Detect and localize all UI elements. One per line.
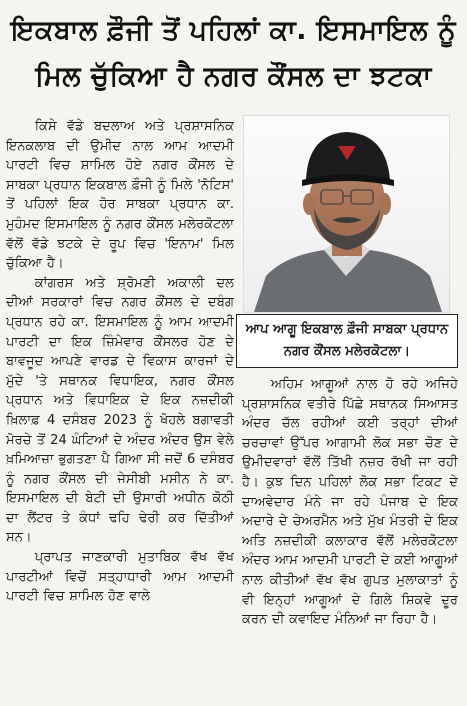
- headline-line-2: ਮਿਲ ਚੁੱਕਿਆ ਹੈ ਨਗਰ ਕੌਂਸਲ ਦਾ ਝਟਕਾ: [35, 61, 432, 92]
- portrait-photo: [243, 115, 450, 313]
- ear-right: [379, 193, 391, 215]
- article-paragraph: ਕਾਂਗਰਸ ਅਤੇ ਸ਼੍ਰੋਮਣੀ ਅਕਾਲੀ ਦਲ ਦੀਆਂ ਸਰਕਾਰਾਂ ਵਿਚ ਨਗਰ ਕੌਂਸਲ ਦੇ ਦਬੰਗ ਪ੍ਰਧਾਨ ਰਹੇ ਕਾ. ਇਸਮਾਇਲ ਨੂੰ ਆਮ ਆਦਮੀ ਪਾਰਟੀ ਦਾ ਇਕ ਜ਼ਿੰਮੇਵਾਰ ਕੌਂਸਲਰ ਹੋਣ ਦੇ ਬਾਵਜੂਦ ਆਪਣੇ ਵਾਰਡ ਦੇ ਵਿਕਾਸ ਕਾਰਜਾਂ ਦੇ ਮੁੱਦੇ 'ਤੇ ਸਥਾਨਕ ਵਿਧਾਇਕ, ਨਗਰ ਕੌਂਸਲ ਪ੍ਰਧਾਨ ਅਤੇ ਵਿਧਾਇਕ ਦੇ ਇਕ ਨਜ਼ਦੀਕੀ ਖ਼ਿਲਾਫ਼ 4 ਦਸੰਬਰ 2023 ਨੂੰ ਖੋਹਲੇ ਬਗਾਵਤੀ ਮੋਰਚੇ ਤੋਂ 24 ਘੰਟਿਆਂ ਦੇ ਅੰਦਰ ਅੰਦਰ ਉਸ ਵੇਲੇ ਖ਼ਮਿਆਜ਼ਾ ਭੁਗਤਣਾ ਪੈ ਗਿਆ ਸੀ ਜਦੋਂ 6 ਦਸੰਬਰ ਨੂੰ ਨਗਰ ਕੌਂਸਲ ਦੀ ਜੇਸੀਬੀ ਮਸੀਨ ਨੇ ਕਾ. ਇਸਮਾਇਲ ਦੀ ਬੇਟੀ ਦੀ ਉਸਾਰੀ ਅਧੀਨ ਕੋਠੀ ਦਾ ਲੈਂਟਰ ਤੇ ਕੰਧਾਂ ਢਹਿ ਢੇਰੀ ਕਰ ਦਿੱਤੀਆਂ ਸਨ।: [6, 275, 234, 546]
- article-paragraph: ਕਿਸੇ ਵੱਡੇ ਬਦਲਾਅ ਅਤੇ ਪ੍ਰਸ਼ਾਸਨਿਕ ਇਨਕਲਾਬ ਦੀ ਉਮੀਦ ਨਾਲ ਆਮ ਆਦਮੀ ਪਾਰਟੀ ਵਿਚ ਸ਼ਾਮਿਲ ਹੋਏ ਨਗਰ ਕੌਂਸਲ ਦੇ ਸਾਬਕਾ ਪ੍ਰਧਾਨ ਇਕਬਾਲ ਫ਼ੌਜੀ ਨੂੰ ਮਿਲੇ 'ਨੋਟਿਸ' ਤੋਂ ਪਹਿਲਾਂ ਇਕ ਹੋਰ ਸਾਬਕਾ ਪ੍ਰਧਾਨ ਕਾ. ਮੁਹੰਮਦ ਇਸਮਾਇਲ ਨੂੰ ਨਗਰ ਕੌਂਸਲ ਮਲੇਰਕੋਟਲਾ ਵੱਲੋਂ ਵੱਡੇ ਝਟਕੇ ਦੇ ਰੂਪ ਵਿਚ 'ਇਨਾਮ' ਮਿਲ ਚੁੱਕਿਆ ਹੈ।: [6, 119, 234, 272]
- article-column-right: [242, 375, 458, 700]
- article-column-left: [6, 117, 234, 702]
- article-paragraph: ਅਹਿਮ ਆਗੂਆਂ ਨਾਲ ਹੋ ਰਹੇ ਅਜਿਹੇ ਪ੍ਰਸ਼ਾਸਨਿਕ ਵਤੀਰੇ ਪਿੱਛੇ ਸਥਾਨਕ ਸਿਆਸਤ ਅੰਦਰ ਚੱਲ ਰਹੀਆਂ ਕਈ ਤਰ੍ਹਾਂ ਦੀਆਂ ਚਰਚਾਵਾਂ ਉੱਪਰ ਆਗਾਮੀ ਲੋਕ ਸਭਾ ਚੋਣ ਦੇ ਉਮੀਦਵਾਰਾਂ ਵੱਲੋਂ ਤਿੱਖੀ ਨਜ਼ਰ ਰੱਖੀ ਜਾ ਰਹੀ ਹੈ। ਕੁਝ ਦਿਨ ਪਹਿਲਾਂ ਲੋਕ ਸਭਾ ਟਿਕਟ ਦੇ ਦਾਅਵੇਦਾਰ ਮੰਨੇ ਜਾ ਰਹੇ ਪੰਜਾਬ ਦੇ ਇਕ ਅਦਾਰੇ ਦੇ ਚੇਅਰਮੈਨ ਅਤੇ ਮੁੱਖ ਮੰਤਰੀ ਦੇ ਇਕ ਅਤਿ ਨਜ਼ਦੀਕੀ ਕਲਾਕਾਰ ਵੱਲੋਂ ਮਲੇਰਕੋਟਲਾ ਅੰਦਰ ਆਮ ਆਦਮੀ ਪਾਰਟੀ ਦੇ ਕਈ ਆਗੂਆਂ ਨਾਲ ਕੀਤੀਆਂ ਵੱਖ ਵੱਖ ਗੁਪਤ ਮੁਲਾਕਾਤਾਂ ਨੂੰ ਵੀ ਇਨ੍ਹਾਂ ਆਗੂਆਂ ਦੇ ਗਿਲੇ ਸ਼ਿਕਵੇ ਦੂਰ ਕਰਨ ਦੀ ਕਵਾਇਦ ਮੰਨਿਆਂ ਜਾ ਰਿਹਾ ਹੈ।: [242, 377, 458, 628]
- ear-left: [303, 193, 315, 215]
- portrait-illustration: [244, 116, 449, 312]
- headline: [8, 8, 459, 100]
- headline-line-1: ਇਕਬਾਲ ਫ਼ੌਜੀ ਤੋਂ ਪਹਿਲਾਂ ਕਾ. ਇਸਮਾਇਲ ਨੂੰ: [10, 15, 457, 46]
- photo-caption: ਆਪ ਆਗੂ ਇਕਬਾਲ ਫ਼ੌਜੀ ਸਾਬਕਾ ਪ੍ਰਧਾਨ ਨਗਰ ਕੌਂਸਲ ਮਲੇਰਕੋਟਲਾ।: [236, 314, 458, 368]
- article-paragraph: ਪ੍ਰਾਪਤ ਜਾਣਕਾਰੀ ਮੁਤਾਬਿਕ ਵੱਖ ਵੱਖ ਪਾਰਟੀਆਂ ਵਿਚੋਂ ਸਤ੍ਹਾਧਾਰੀ ਆਮ ਆਦਮੀ ਪਾਰਟੀ ਵਿਚ ਸ਼ਾਮਿਲ ਹੋਣ ਵਾਲੇ: [6, 550, 234, 605]
